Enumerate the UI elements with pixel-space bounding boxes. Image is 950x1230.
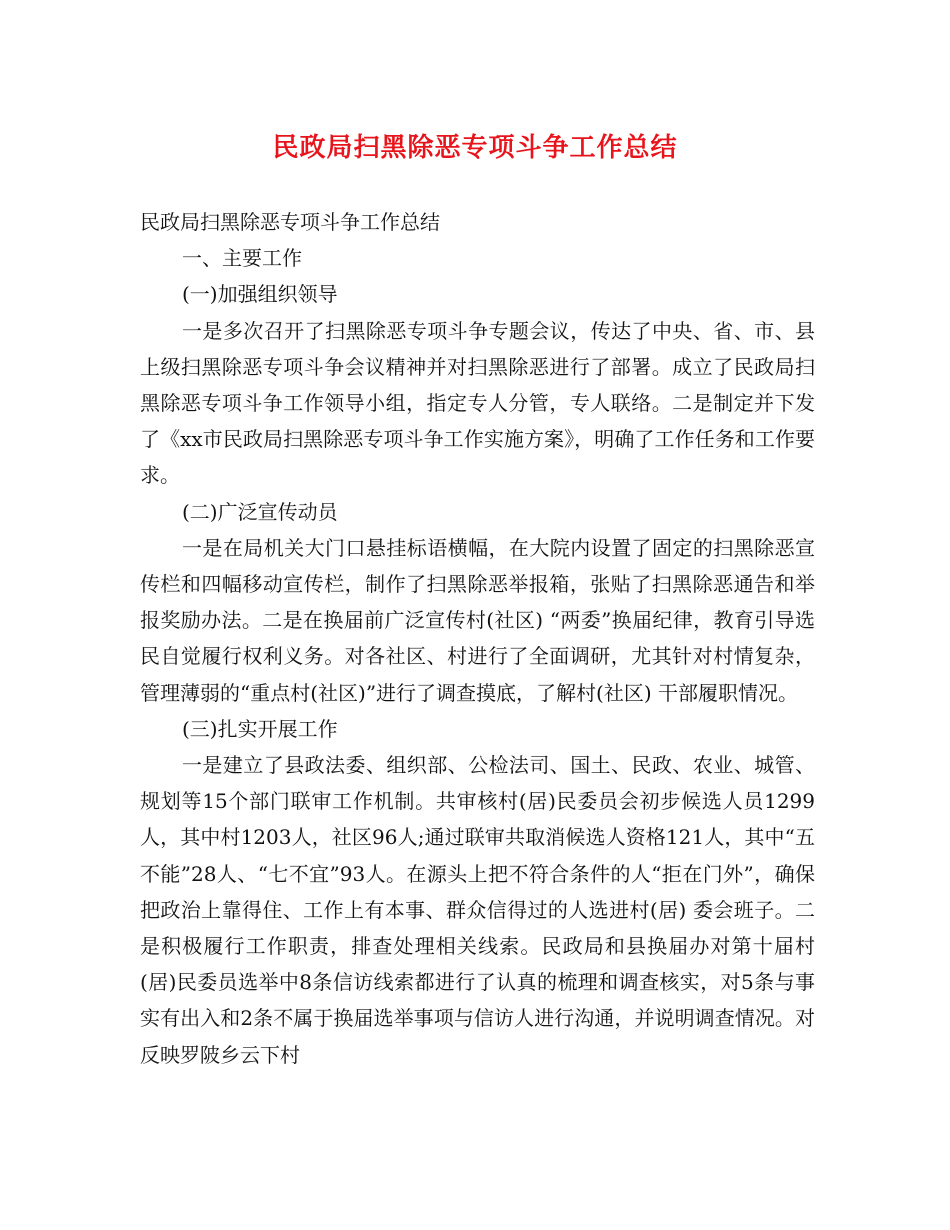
paragraph-publicity: 一是在局机关大门口悬挂标语横幅，在大院内设置了固定的扫黑除恶宣传栏和四幅移动宣传栏，制作了扫黑除恶举报箱，张贴了扫黑除恶通告和举报奖励办法。二是在换届前广泛宣传村(社区) “两委”换届纪律，教育引导选民自觉履行权利义务。对各社区、村进行了全面调研，尤其针对村情复杂，管理薄弱的“重点村(社区)”进行了调查摸底，了解村(社区) 干部履职情况。: [140, 535, 815, 705]
section-heading-main-work: 一、主要工作: [182, 246, 302, 271]
body-heading: 民政局扫黑除恶专项斗争工作总结: [140, 210, 440, 234]
document-body: [140, 204, 815, 1073]
paragraph-organization: 一是多次召开了扫黑除恶专项斗争专题会议，传达了中央、省、市、县上级扫黑除恶专项斗争会议精神并对扫黑除恶进行了部署。成立了民政局扫黑除恶专项斗争工作领导小组，指定专人分管，专人联络。二是制定并下发了《xx市民政局扫黑除恶专项斗争工作实施方案》，明确了工作任务和工作要求。: [140, 318, 815, 488]
subsection-heading-implementation: (三)扎实开展工作: [182, 716, 338, 741]
document-title: 民政局扫黑除恶专项斗争工作总结: [272, 133, 678, 163]
paragraph-implementation: 一是建立了县政法委、组织部、公检法司、国土、民政、农业、城管、规划等15个部门联审工作机制。共审核村(居)民委员会初步候选人员1299人，其中村1203人，社区96人;通过联审共取消候选人资格121人，其中“五不能”28人、“七不宜”93人。在源头上把不符合条件的人“拒在门外”，确保把政治上靠得住、工作上有本事、群众信得过的人选进村(居) 委会班子。二是积极履行工作职责，排查处理相关线索。民政局和县换届办对第十届村(居)民委员选举中8条信访线索都进行了认真的梳理和调查核实，对5条与事实有出入和2条不属于换届选举事项与信访人进行沟通，并说明调查情况。对反映罗陂乡云下村: [140, 753, 815, 1067]
subsection-heading-organization: (一)加强组织领导: [182, 282, 338, 307]
subsection-heading-publicity: (二)广泛宣传动员: [182, 499, 338, 524]
